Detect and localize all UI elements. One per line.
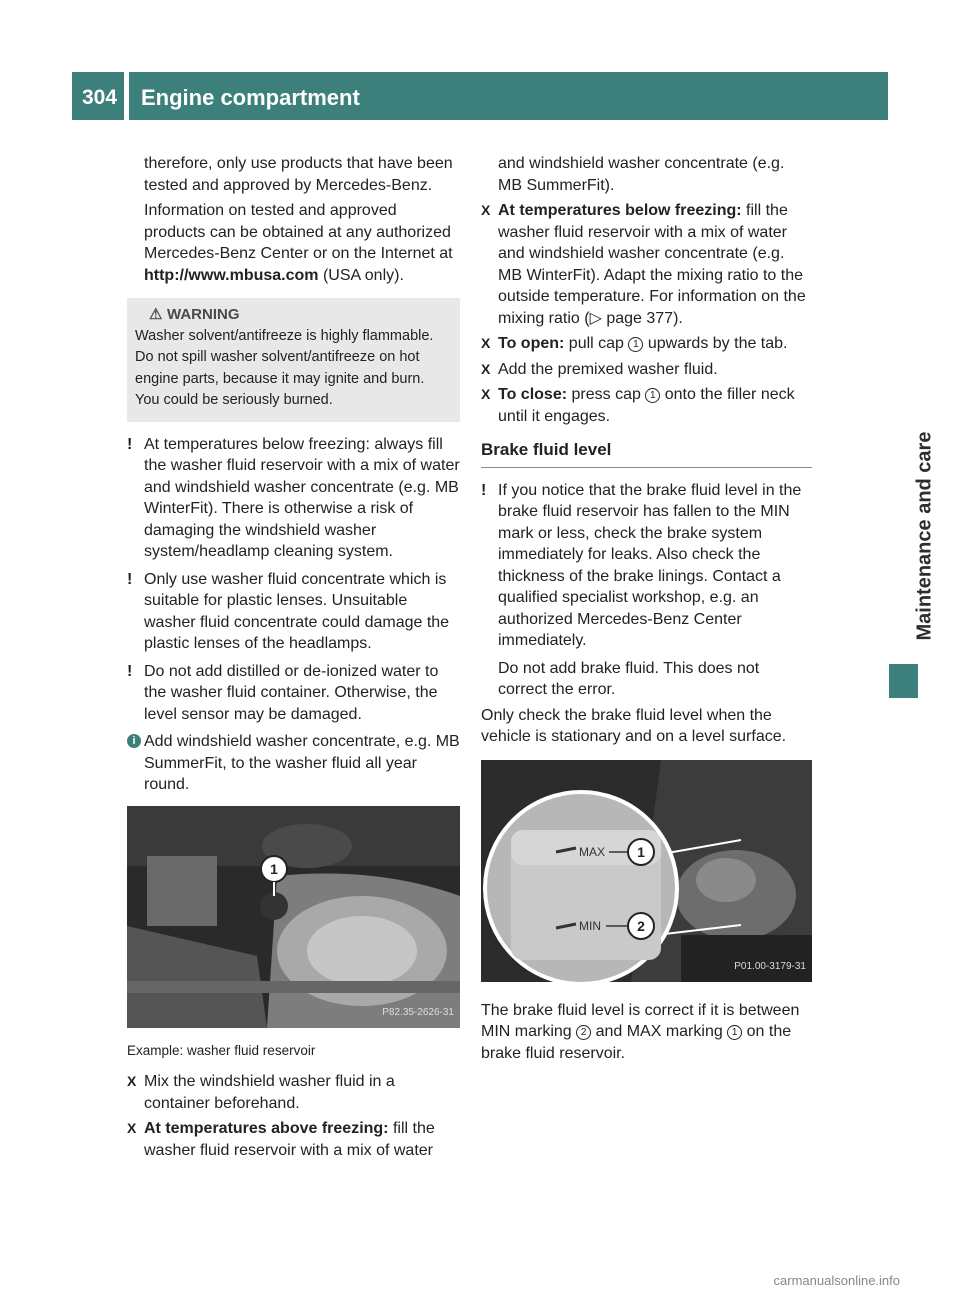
brake-text: and MAX marking: [591, 1023, 728, 1040]
note-continued: Do not add brake fluid. This does not correct the error.: [498, 659, 760, 698]
step-marker-icon: X: [481, 202, 491, 218]
washer-reservoir-photo: [127, 806, 460, 1028]
step-text: press cap: [567, 386, 646, 403]
warning-text: Washer solvent/antifreeze is highly flammable. Do not spill washer solvent/antifreeze on hot engine parts, because it may ignite and burn. You could be seriously burned.: [135, 327, 434, 408]
continued-text: and windshield washer concentrate (e.g. MB SummerFit).: [498, 155, 785, 194]
step-bold: To close:: [498, 386, 568, 403]
step-bold: To open:: [498, 335, 565, 352]
warning-heading: [135, 304, 452, 326]
marker-1-icon: 1: [628, 337, 643, 352]
side-tab: [883, 80, 935, 660]
note-item: [127, 661, 460, 726]
marker-1-icon: 1: [727, 1025, 742, 1040]
image-marker-1: 1: [270, 860, 278, 877]
exclamation-icon: !: [481, 481, 487, 499]
left-column: [127, 153, 460, 1165]
step-text: upwards by the tab.: [643, 335, 788, 352]
washer-reservoir-illustration: [127, 806, 460, 1028]
exclamation-icon: !: [127, 435, 133, 453]
step-marker-icon: X: [481, 360, 491, 377]
step-item: [481, 200, 812, 329]
step-text: Add the premixed washer fluid.: [498, 360, 718, 378]
brake-reservoir-illustration: [481, 760, 812, 982]
warning-box: [127, 298, 460, 422]
step-marker-icon: X: [127, 1073, 137, 1089]
step-bold: At temperatures above freezing:: [144, 1120, 389, 1137]
max-label: MAX: [579, 844, 606, 859]
brake-fluid-heading: Brake fluid level: [481, 439, 812, 468]
warning-title: WARNING: [167, 306, 240, 323]
note-item: [127, 569, 460, 655]
step-item: [127, 1071, 460, 1114]
step-text: pull cap: [564, 335, 629, 352]
image-marker-2: 2: [637, 917, 645, 934]
exclamation-icon: !: [127, 662, 133, 680]
info-text: Add windshield washer concentrate, e.g. MB SummerFit, to the washer fluid all year round.: [144, 733, 460, 793]
step-marker-icon: X: [481, 386, 491, 402]
note-item: [127, 434, 460, 563]
image-code: P01.00-3179-31: [734, 961, 806, 972]
note-text: If you notice that the brake fluid level in the brake fluid reservoir has fallen to the MIN mark or less, check the brake system immediately for leaks. Also check the thickness of the brake linings. Contact a qualified specialist workshop, e.g. an authorized Mercedes-Benz Center immediately.: [498, 481, 802, 649]
step-bold: At temperatures below freezing:: [498, 202, 742, 219]
section-header-bar: [129, 72, 888, 120]
intro-paragraph-2: [127, 200, 460, 286]
step-item: [127, 1118, 460, 1161]
image-code: P82.35-2626-31: [382, 1007, 454, 1018]
note-text: Only use washer fluid concentrate which is suitable for plastic lenses. Unsuitable washer fluid concentrate could damage the plastic lenses of the headlamps.: [144, 570, 450, 652]
brake-paragraph-1: Only check the brake fluid level when the vehicle is stationary and on a level surface.: [481, 706, 787, 745]
page-number-box: [72, 72, 124, 120]
warning-triangle-icon: ⚠: [149, 306, 163, 323]
note-text: Do not add distilled or de-ionized water to the washer fluid container. Otherwise, the level sensor may be damaged.: [144, 662, 439, 723]
intro-text: Information on tested and approved products can be obtained at any authorized Mercedes-Benz Center or on the Internet at: [144, 202, 453, 262]
step-marker-icon: X: [127, 1120, 137, 1136]
marker-2-icon: 2: [576, 1025, 591, 1040]
brake-text: The brake fluid level is correct if it is between MIN marking: [481, 1001, 800, 1040]
info-item: [127, 731, 460, 796]
intro-text-end: (USA only).: [318, 266, 404, 284]
section-title: Engine compartment: [141, 85, 360, 110]
brake-paragraph-2: [481, 1000, 812, 1065]
right-column: [481, 153, 812, 1068]
exclamation-icon: !: [127, 570, 133, 588]
step-item: [481, 359, 812, 381]
brake-reservoir-photo: [481, 760, 812, 982]
footer-watermark: carmanualsonline.info: [773, 1273, 900, 1288]
brake-text: on the brake fluid reservoir.: [481, 1023, 792, 1062]
page-number: 304: [82, 86, 118, 109]
image-marker-1: 1: [637, 843, 645, 860]
intro-paragraph-1: therefore, only use products that have been tested and approved by Mercedes-Benz.: [144, 155, 453, 194]
step-item: [481, 333, 812, 355]
side-tab-label: Maintenance and care: [913, 431, 936, 641]
info-icon: i: [127, 734, 141, 748]
step-marker-icon: X: [481, 335, 491, 351]
side-tab-marker: [889, 664, 918, 698]
step-item: [481, 384, 812, 427]
min-label: MIN: [579, 918, 601, 933]
note-text: At temperatures below freezing: always fill the washer fluid reservoir with a mix of water and windshield washer concentrate (e.g. MB WinterFit). There is otherwise a risk of damaging the windshield washer system/headlamp cleaning system.: [144, 435, 460, 560]
mbusa-link[interactable]: http://www.mbusa.com: [144, 266, 319, 284]
note-item: [481, 480, 812, 652]
image-caption: Example: washer fluid reservoir: [127, 1042, 316, 1058]
step-text: fill the washer fluid reservoir with a mix of water and windshield washer concentrate (e.g. MB WinterFit). Adapt the mixing ratio to the outside temperature. For information on the mixing ratio (▷ page 377).: [498, 202, 806, 327]
step-text: onto the filler neck until it engages.: [498, 386, 795, 425]
marker-1-icon: 1: [645, 388, 660, 403]
step-text: fill the washer fluid reservoir with a mix of water: [144, 1120, 435, 1159]
step-text: Mix the windshield washer fluid in a container beforehand.: [144, 1073, 395, 1112]
